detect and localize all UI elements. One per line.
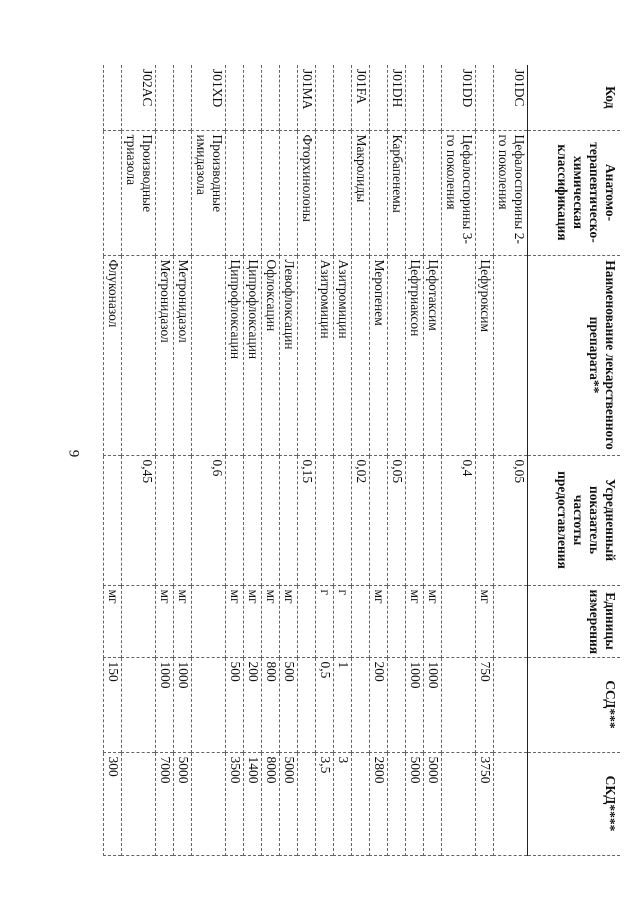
cell-drug bbox=[352, 255, 370, 455]
cell-skd: 3750 bbox=[476, 752, 494, 855]
cell-ssd: 1000 bbox=[424, 657, 442, 752]
cell-ssd: 500 bbox=[226, 657, 244, 752]
table-row bbox=[494, 65, 528, 855]
cell-ssd bbox=[388, 657, 406, 752]
cell-code: J01DH bbox=[388, 65, 406, 130]
cell-drug: Ципрофлоксацин bbox=[226, 255, 244, 455]
cell-ssd: 200 bbox=[370, 657, 388, 752]
cell-avg bbox=[334, 455, 352, 585]
cell-ssd: 500 bbox=[280, 657, 298, 752]
cell-unit: мг bbox=[476, 585, 494, 657]
cell-ssd: 200 bbox=[244, 657, 262, 752]
cell-avg: 0,02 bbox=[352, 455, 370, 585]
cell-unit: г bbox=[316, 585, 334, 657]
cell-unit: мг bbox=[280, 585, 298, 657]
cell-drug: Цефуроксим bbox=[476, 255, 494, 455]
cell-atc: Цефалоспорины 2-го поколения bbox=[494, 130, 528, 255]
cell-drug: Цефотаксим bbox=[424, 255, 442, 455]
cell-avg: 0,45 bbox=[122, 455, 156, 585]
medication-table bbox=[103, 65, 620, 856]
cell-skd: 7000 bbox=[156, 752, 174, 855]
cell-atc bbox=[262, 130, 280, 255]
cell-skd: 5000 bbox=[174, 752, 192, 855]
cell-unit: мг bbox=[104, 585, 122, 657]
cell-drug bbox=[494, 255, 528, 455]
cell-code bbox=[280, 65, 298, 130]
cell-ssd: 150 bbox=[104, 657, 122, 752]
cell-drug bbox=[298, 255, 316, 455]
cell-unit bbox=[388, 585, 406, 657]
table-row bbox=[192, 65, 226, 855]
cell-unit bbox=[442, 585, 476, 657]
cell-unit bbox=[122, 585, 156, 657]
table-row bbox=[352, 65, 370, 855]
cell-drug bbox=[388, 255, 406, 455]
cell-code bbox=[226, 65, 244, 130]
cell-avg: 0,15 bbox=[298, 455, 316, 585]
cell-avg bbox=[316, 455, 334, 585]
cell-code bbox=[316, 65, 334, 130]
cell-avg bbox=[406, 455, 424, 585]
cell-atc bbox=[174, 130, 192, 255]
cell-ssd bbox=[442, 657, 476, 752]
cell-atc: Макролиды bbox=[352, 130, 370, 255]
cell-ssd: 1000 bbox=[406, 657, 424, 752]
header-ssd: ССД*** bbox=[528, 657, 621, 752]
cell-skd: 2800 bbox=[370, 752, 388, 855]
table-row bbox=[388, 65, 406, 855]
cell-atc bbox=[280, 130, 298, 255]
cell-code: J02AC bbox=[122, 65, 156, 130]
cell-skd: 1400 bbox=[244, 752, 262, 855]
cell-ssd: 1 bbox=[334, 657, 352, 752]
page-number: 9 bbox=[65, 449, 82, 458]
cell-atc: Фторхинолоны bbox=[298, 130, 316, 255]
cell-unit bbox=[298, 585, 316, 657]
cell-avg bbox=[280, 455, 298, 585]
cell-skd bbox=[388, 752, 406, 855]
cell-ssd bbox=[298, 657, 316, 752]
cell-code: J01MA bbox=[298, 65, 316, 130]
table-row bbox=[226, 65, 244, 855]
cell-code bbox=[476, 65, 494, 130]
table-row bbox=[424, 65, 442, 855]
cell-skd bbox=[122, 752, 156, 855]
cell-skd: 8000 bbox=[262, 752, 280, 855]
cell-code bbox=[244, 65, 262, 130]
table-row bbox=[280, 65, 298, 855]
cell-ssd bbox=[122, 657, 156, 752]
cell-atc: Производные триазола bbox=[122, 130, 156, 255]
cell-avg bbox=[156, 455, 174, 585]
cell-avg bbox=[174, 455, 192, 585]
cell-unit: мг bbox=[406, 585, 424, 657]
cell-atc bbox=[244, 130, 262, 255]
table-row bbox=[334, 65, 352, 855]
cell-unit: мг bbox=[226, 585, 244, 657]
cell-unit: мг bbox=[156, 585, 174, 657]
cell-code bbox=[334, 65, 352, 130]
cell-skd: 5000 bbox=[406, 752, 424, 855]
cell-ssd bbox=[352, 657, 370, 752]
table-row bbox=[406, 65, 424, 855]
cell-atc: Карбапенемы bbox=[388, 130, 406, 255]
cell-drug: Азитромицин bbox=[334, 255, 352, 455]
cell-code: J01DC bbox=[494, 65, 528, 130]
cell-unit bbox=[352, 585, 370, 657]
cell-avg bbox=[476, 455, 494, 585]
cell-ssd bbox=[494, 657, 528, 752]
table-row bbox=[298, 65, 316, 855]
cell-unit bbox=[192, 585, 226, 657]
cell-skd bbox=[298, 752, 316, 855]
cell-atc: Цефалоспорины 3-го поколения bbox=[442, 130, 476, 255]
cell-avg: 0,6 bbox=[192, 455, 226, 585]
header-avg: Усредненный показатель частоты предоставления bbox=[528, 455, 621, 585]
table-row bbox=[122, 65, 156, 855]
cell-unit: мг bbox=[244, 585, 262, 657]
cell-ssd: 1000 bbox=[156, 657, 174, 752]
cell-code bbox=[424, 65, 442, 130]
cell-atc bbox=[370, 130, 388, 255]
cell-avg bbox=[424, 455, 442, 585]
table-row bbox=[316, 65, 334, 855]
cell-atc bbox=[104, 130, 122, 255]
cell-code bbox=[406, 65, 424, 130]
cell-skd: 300 bbox=[104, 752, 122, 855]
table-row bbox=[370, 65, 388, 855]
header-code: Код bbox=[528, 65, 621, 130]
cell-skd: 5000 bbox=[424, 752, 442, 855]
cell-ssd: 0,5 bbox=[316, 657, 334, 752]
cell-drug: Меропенем bbox=[370, 255, 388, 455]
cell-drug bbox=[442, 255, 476, 455]
cell-atc bbox=[334, 130, 352, 255]
cell-drug: Ципрофлоксацин bbox=[244, 255, 262, 455]
cell-skd: 3,5 bbox=[316, 752, 334, 855]
cell-code bbox=[262, 65, 280, 130]
cell-skd: 3500 bbox=[226, 752, 244, 855]
cell-drug: Цефтриаксон bbox=[406, 255, 424, 455]
cell-unit: г bbox=[334, 585, 352, 657]
table-row bbox=[262, 65, 280, 855]
cell-atc bbox=[406, 130, 424, 255]
cell-code bbox=[156, 65, 174, 130]
cell-unit: мг bbox=[424, 585, 442, 657]
cell-avg bbox=[262, 455, 280, 585]
table-row bbox=[156, 65, 174, 855]
cell-avg: 0,05 bbox=[388, 455, 406, 585]
cell-atc bbox=[424, 130, 442, 255]
table-row bbox=[104, 65, 122, 855]
cell-avg bbox=[226, 455, 244, 585]
cell-code: J01FA bbox=[352, 65, 370, 130]
header-skd: СКД**** bbox=[528, 752, 621, 855]
cell-unit bbox=[494, 585, 528, 657]
header-drug: Наименование лекарственного препарата** bbox=[528, 255, 621, 455]
table-row bbox=[476, 65, 494, 855]
cell-ssd: 800 bbox=[262, 657, 280, 752]
cell-unit: мг bbox=[262, 585, 280, 657]
cell-drug: Азитромицин bbox=[316, 255, 334, 455]
cell-drug: Метронидазол bbox=[156, 255, 174, 455]
table-header-row bbox=[528, 65, 621, 855]
cell-ssd: 750 bbox=[476, 657, 494, 752]
cell-drug bbox=[122, 255, 156, 455]
cell-skd bbox=[352, 752, 370, 855]
table-body bbox=[104, 65, 528, 855]
cell-skd bbox=[442, 752, 476, 855]
cell-skd bbox=[192, 752, 226, 855]
table-row bbox=[442, 65, 476, 855]
cell-atc bbox=[476, 130, 494, 255]
cell-atc bbox=[316, 130, 334, 255]
header-atc: Анатомо-терапевтическо-химическая классификация bbox=[528, 130, 621, 255]
cell-drug: Флуконазол bbox=[104, 255, 122, 455]
cell-ssd bbox=[192, 657, 226, 752]
cell-avg: 0,4 bbox=[442, 455, 476, 585]
cell-avg bbox=[370, 455, 388, 585]
cell-code bbox=[174, 65, 192, 130]
cell-code: J01DD bbox=[442, 65, 476, 130]
rotated-table-container bbox=[106, 65, 620, 855]
cell-code: J01XD bbox=[192, 65, 226, 130]
cell-atc: Производные имидазола bbox=[192, 130, 226, 255]
header-unit: Единицы измерения bbox=[528, 585, 621, 657]
cell-skd: 5000 bbox=[280, 752, 298, 855]
table-row bbox=[244, 65, 262, 855]
cell-ssd: 1000 bbox=[174, 657, 192, 752]
cell-atc bbox=[226, 130, 244, 255]
cell-avg bbox=[104, 455, 122, 585]
cell-unit: мг bbox=[174, 585, 192, 657]
cell-avg: 0,05 bbox=[494, 455, 528, 585]
cell-atc bbox=[156, 130, 174, 255]
cell-avg bbox=[244, 455, 262, 585]
cell-drug bbox=[192, 255, 226, 455]
cell-code bbox=[370, 65, 388, 130]
cell-code bbox=[104, 65, 122, 130]
cell-skd bbox=[494, 752, 528, 855]
table-row bbox=[174, 65, 192, 855]
cell-unit: мг bbox=[370, 585, 388, 657]
cell-drug: Левофлоксацин bbox=[280, 255, 298, 455]
cell-drug: Офлоксацин bbox=[262, 255, 280, 455]
cell-drug: Метронидазол bbox=[174, 255, 192, 455]
cell-skd: 3 bbox=[334, 752, 352, 855]
